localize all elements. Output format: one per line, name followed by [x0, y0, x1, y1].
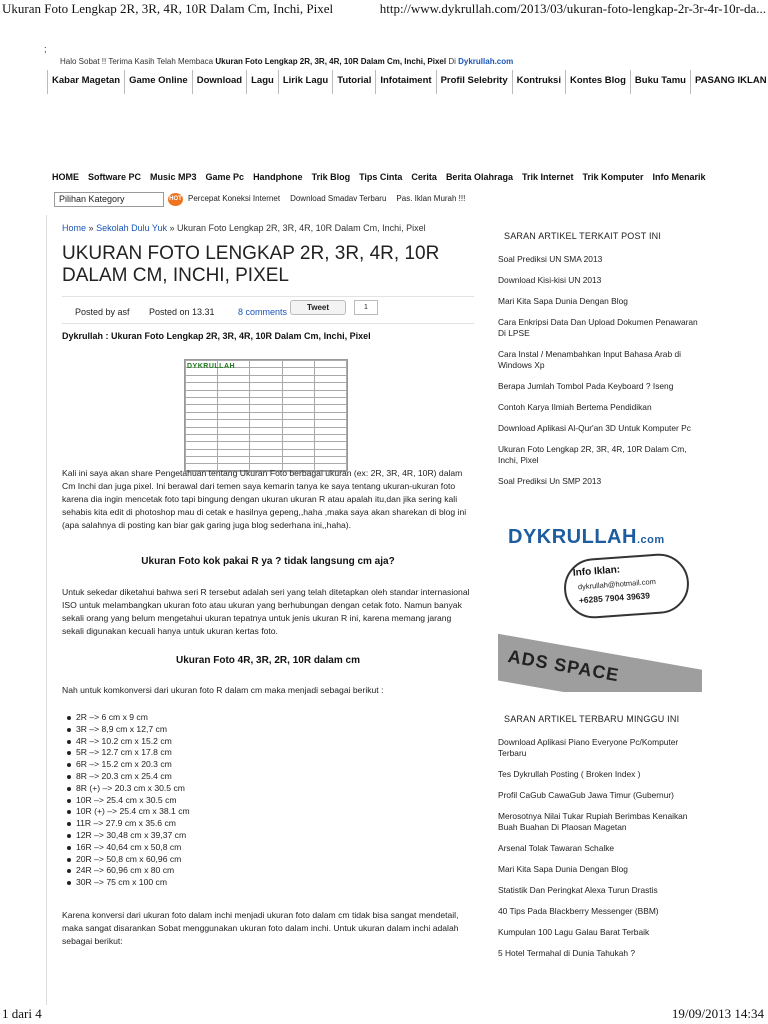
breadcrumb-section[interactable]: Sekolah Dulu Yuk — [96, 223, 167, 233]
main-nav-item[interactable]: Trik Blog — [311, 172, 351, 182]
size-table-cell — [250, 442, 282, 449]
size-list-item: 11R –> 27.9 cm x 35.6 cm — [66, 818, 190, 830]
ads-space-tape — [498, 632, 702, 692]
print-page-number: 1 dari 4 — [2, 1006, 42, 1021]
breadcrumb-home[interactable]: Home — [62, 223, 87, 233]
size-table-cell — [218, 442, 250, 449]
size-table-cell — [218, 427, 250, 434]
size-table-cell — [282, 390, 314, 397]
divider — [62, 323, 474, 324]
top-nav-item[interactable]: Kontes Blog — [566, 70, 631, 94]
photo-size-table-image — [184, 359, 348, 471]
size-table-cell — [314, 412, 346, 419]
size-table-cell — [314, 383, 346, 390]
post-title: UKURAN FOTO LENGKAP 2R, 3R, 4R, 10R DALAM CM, INCHI, PIXEL — [62, 243, 440, 286]
main-nav-item[interactable]: HOME — [52, 172, 79, 182]
paragraph-conversion: Nah untuk komkonversi dari ukuran foto R dalam cm maka menjadi sebagai berikut : — [62, 685, 384, 695]
size-table-cell — [218, 434, 250, 441]
print-header — [0, 0, 768, 20]
size-table-cell — [218, 383, 250, 390]
size-table-row — [186, 412, 347, 419]
size-table-cell — [282, 361, 314, 368]
size-table-cell — [282, 434, 314, 441]
breadcrumb-sep: » — [169, 223, 175, 233]
ticker-item[interactable]: Download Smadav Terbaru — [290, 194, 387, 203]
size-table-cell — [250, 412, 282, 419]
size-table-cell — [314, 427, 346, 434]
welcome-banner — [60, 57, 513, 66]
main-nav-item[interactable]: Cerita — [411, 172, 437, 182]
size-table-cell — [282, 368, 314, 375]
category-bar — [54, 192, 694, 208]
size-table-cell — [282, 375, 314, 382]
heading-why-r: Ukuran Foto kok pakai R ya ? tidak langsung cm aja? — [141, 556, 395, 567]
heading-sizes-cm: Ukuran Foto 4R, 3R, 2R, 10R dalam cm — [176, 655, 360, 666]
size-list-item: 24R –> 60,96 cm x 80 cm — [66, 865, 190, 877]
latest-article-link[interactable]: Statistik Dan Peringkat Alexa Turun Drastis — [498, 885, 658, 895]
main-nav-item[interactable]: Trik Komputer — [582, 172, 644, 182]
size-table-cell — [250, 375, 282, 382]
size-table-cell — [186, 449, 218, 456]
size-table-cell — [250, 397, 282, 404]
related-article-link[interactable]: Mari Kita Sapa Dunia Dengan Blog — [498, 296, 628, 306]
size-table-cell — [250, 427, 282, 434]
related-articles-list — [489, 254, 704, 487]
related-article-link[interactable]: Cara Instal / Menambahkan Input Bahasa Arab di Windows Xp — [498, 349, 681, 370]
content-left-rule — [46, 215, 47, 1005]
size-table-cell — [314, 457, 346, 464]
ads-info-label: Info Iklan: — [572, 564, 621, 579]
latest-article-link[interactable]: Profil CaGub CawaGub Jawa Timur (Gubernur) — [498, 790, 674, 800]
size-table-cell — [282, 397, 314, 404]
related-article-link[interactable]: Cara Enkripsi Data Dan Upload Dokumen Penawaran Di LPSE — [498, 317, 698, 338]
size-table-cell — [218, 412, 250, 419]
size-list-item: 3R –> 8,9 cm x 12,7 cm — [66, 724, 190, 736]
size-table-row — [186, 383, 347, 390]
tweet-count: 1 — [354, 300, 378, 315]
size-list-item: 12R –> 30,48 cm x 39,37 cm — [66, 830, 190, 842]
top-nav-item[interactable]: Download — [193, 70, 247, 94]
size-list-item: 4R –> 10.2 cm x 15.2 cm — [66, 736, 190, 748]
size-table-cell — [250, 405, 282, 412]
size-table-cell — [314, 397, 346, 404]
latest-article-link[interactable]: Tes Dykrullah Posting ( Broken Index ) — [498, 769, 641, 779]
ads-info-bubble — [562, 552, 691, 621]
main-nav-item[interactable]: Music MP3 — [150, 172, 197, 182]
size-list-item: 20R –> 50,8 cm x 60,96 cm — [66, 854, 190, 866]
tweet-button[interactable]: Tweet — [290, 300, 346, 315]
size-table-cell — [186, 427, 218, 434]
stray-semicolon: ; — [44, 44, 47, 54]
size-table-cell — [250, 420, 282, 427]
print-page-title: Ukuran Foto Lengkap 2R, 3R, 4R, 10R Dalam Cm, Inchi, Pixel — [2, 1, 334, 16]
ads-email: dykrullah@hotmail.com — [577, 576, 657, 592]
posted-on: Posted on 13.31 — [149, 307, 215, 317]
size-table-cell — [282, 427, 314, 434]
size-table-cell — [314, 375, 346, 382]
ads-phone: +6285 7904 39639 — [578, 590, 651, 606]
ads-space-label: ADS SPACE — [506, 646, 621, 686]
size-table-cell — [314, 405, 346, 412]
size-table-cell — [186, 434, 218, 441]
size-table-cell — [282, 383, 314, 390]
news-ticker — [188, 194, 465, 203]
size-table-cell — [218, 375, 250, 382]
category-select[interactable]: Pilihan Kategory — [54, 192, 164, 207]
size-table-cell — [218, 390, 250, 397]
size-table-cell — [314, 390, 346, 397]
welcome-article: Ukuran Foto Lengkap 2R, 3R, 4R, 10R Dalam Cm, Inchi, Pixel — [215, 57, 447, 66]
breadcrumb-sep: » — [88, 223, 94, 233]
print-page-url: http://www.dykrullah.com/2013/03/ukuran-foto-lengkap-2r-3r-4r-10r-da... — [379, 1, 766, 16]
latest-articles-list — [489, 737, 704, 959]
related-article-link[interactable]: Ukuran Foto Lengkap 2R, 3R, 4R, 10R Dalam Cm, Inchi, Pixel — [498, 444, 687, 465]
ticker-item[interactable]: Percepat Koneksi Internet — [188, 194, 281, 203]
size-table-row — [186, 405, 347, 412]
size-list-item: 30R –> 75 cm x 100 cm — [66, 877, 190, 889]
divider — [62, 296, 474, 297]
post-lead: Dykrullah : Ukuran Foto Lengkap 2R, 3R, 4R, 10R Dalam Cm, Inchi, Pixel — [62, 331, 371, 341]
related-articles-title: SARAN ARTIKEL TERKAIT POST INI — [504, 231, 662, 241]
related-article-link[interactable]: Soal Prediksi Un SMP 2013 — [498, 476, 602, 486]
size-table-cell — [186, 397, 218, 404]
size-list-item: 8R (+) –> 20.3 cm x 30.5 cm — [66, 783, 190, 795]
size-list-item: 8R –> 20.3 cm x 25.4 cm — [66, 771, 190, 783]
top-nav-item[interactable]: Profil Selebrity — [437, 70, 513, 94]
size-table-cell — [282, 412, 314, 419]
main-nav-item[interactable]: Software PC — [88, 172, 142, 182]
top-nav-item[interactable]: Kontruksi — [513, 70, 566, 94]
related-article-link[interactable]: Soal Prediksi UN SMA 2013 — [498, 254, 603, 264]
ticker-item[interactable]: Pas. Iklan Murah !!! — [396, 194, 466, 203]
main-navigation — [52, 172, 715, 182]
size-table-cell — [186, 390, 218, 397]
size-list-item: 10R (+) –> 25.4 cm x 38.1 cm — [66, 806, 190, 818]
latest-article-link[interactable]: Mari Kita Sapa Dunia Dengan Blog — [498, 864, 628, 874]
breadcrumb-current: Ukuran Foto Lengkap 2R, 3R, 4R, 10R Dalam Cm, Inchi, Pixel — [177, 223, 426, 233]
main-nav-item[interactable]: Game Pc — [205, 172, 245, 182]
top-nav-item[interactable]: Infotaiment — [376, 70, 436, 94]
size-table-cell — [314, 368, 346, 375]
hot-badge-icon: HOT — [168, 193, 183, 206]
latest-article-link[interactable]: 5 Hotel Termahal di Dunia Tahukah ? — [498, 948, 636, 958]
size-list-item: 16R –> 40,64 cm x 50,8 cm — [66, 842, 190, 854]
top-nav-item[interactable]: PASANG IKLAN — [691, 70, 768, 94]
size-table-cell — [282, 457, 314, 464]
related-article-link[interactable]: Berapa Jumlah Tombol Pada Keyboard ? Iseng — [498, 381, 674, 391]
main-nav-item[interactable]: Trik Internet — [521, 172, 574, 182]
size-table-cell — [186, 383, 218, 390]
size-table-cell — [218, 457, 250, 464]
ads-brand — [508, 526, 665, 549]
size-table-cell — [282, 405, 314, 412]
size-table-cell — [218, 420, 250, 427]
size-table-cell — [250, 368, 282, 375]
size-table-cell — [282, 442, 314, 449]
breadcrumb — [62, 223, 426, 233]
main-nav-item[interactable]: Handphone — [253, 172, 303, 182]
size-list — [66, 712, 190, 889]
posted-by: Posted by asf — [75, 307, 130, 317]
print-datetime: 19/09/2013 14:34 — [671, 1006, 764, 1021]
top-nav-item[interactable]: Kabar Magetan — [48, 70, 125, 94]
related-article-link[interactable]: Contoh Karya Ilmiah Bertema Pendidikan — [498, 402, 652, 412]
latest-article-link[interactable]: Arsenal Tolak Tawaran Schalke — [498, 843, 615, 853]
size-list-item: 5R –> 12.7 cm x 17.8 cm — [66, 747, 190, 759]
latest-article-link[interactable]: Kumpulan 100 Lagu Galau Barat Terbaik — [498, 927, 650, 937]
size-table-cell — [186, 420, 218, 427]
size-list-item: 10R –> 25.4 cm x 30.5 cm — [66, 795, 190, 807]
size-table-cell — [282, 420, 314, 427]
related-articles-widget — [489, 224, 704, 497]
paragraph-inch: Karena konversi dari ukuran foto dalam inchi menjadi ukuran foto dalam cm tidak bisa sangat mendetail, maka sangat disarankan Sobat menggunakan ukuran foto dalam inchi. Untuk ukuran dalam inchi adalah sebagai berikut: — [62, 910, 459, 946]
comments-link[interactable]: 8 comments — [238, 307, 288, 317]
size-table-cell — [314, 442, 346, 449]
size-table-cell — [250, 361, 282, 368]
size-table-cell — [250, 449, 282, 456]
main-nav-item[interactable]: Tips Cinta — [359, 172, 403, 182]
top-nav-item[interactable]: Lagu — [247, 70, 279, 94]
main-nav-item[interactable]: Berita Olahraga — [445, 172, 513, 182]
size-table-cell — [218, 449, 250, 456]
welcome-di: Di — [448, 57, 456, 66]
size-table-cell — [186, 375, 218, 382]
size-table-cell — [314, 449, 346, 456]
size-table-row — [186, 457, 347, 464]
size-table-row — [186, 442, 347, 449]
size-table-graphic — [185, 360, 347, 472]
size-table-row — [186, 397, 347, 404]
top-nav-item[interactable]: Lirik Lagu — [279, 70, 333, 94]
ads-brand-tld: .com — [636, 534, 665, 546]
size-table-cell — [250, 457, 282, 464]
welcome-prefix: Halo Sobat !! Terima Kasih Telah Membaca — [60, 57, 214, 66]
size-list-item: 6R –> 15.2 cm x 20.3 cm — [66, 759, 190, 771]
size-table-row — [186, 427, 347, 434]
size-table-cell — [186, 457, 218, 464]
welcome-site-link[interactable]: Dykrullah.com — [458, 57, 514, 66]
size-table-cell — [282, 449, 314, 456]
top-nav-item[interactable]: Tutorial — [333, 70, 376, 94]
top-navigation — [47, 70, 768, 94]
size-table-cell — [250, 434, 282, 441]
related-article-link[interactable]: Download Aplikasi Al-Qur'an 3D Untuk Komputer Pc — [498, 423, 691, 433]
latest-article-link[interactable]: Download Aplikasi Piano Everyone Pc/Komputer Terbaru — [498, 737, 679, 758]
top-nav-item[interactable]: Buku Tamu — [631, 70, 691, 94]
post-meta — [62, 300, 474, 322]
size-table-cell — [186, 442, 218, 449]
size-table-cell — [186, 412, 218, 419]
size-list-item: 2R –> 6 cm x 9 cm — [66, 712, 190, 724]
size-table-row — [186, 449, 347, 456]
size-table-row — [186, 390, 347, 397]
size-table-cell — [250, 390, 282, 397]
related-article-link[interactable]: Download Kisi-kisi UN 2013 — [498, 275, 602, 285]
size-table-cell — [314, 361, 346, 368]
size-table-cell — [218, 405, 250, 412]
size-table-row — [186, 420, 347, 427]
latest-articles-title: SARAN ARTIKEL TERBARU MINGGU INI — [504, 714, 680, 724]
size-table-cell — [250, 383, 282, 390]
main-nav-item[interactable]: Info Menarik — [652, 172, 706, 182]
ads-banner[interactable] — [498, 512, 702, 692]
latest-article-link[interactable]: Merosotnya Nilai Tukar Rupiah Berimbas Kenaikan Buah Buahan Di Plaosan Magetan — [498, 811, 688, 832]
print-footer — [0, 1005, 768, 1023]
size-table-cell — [314, 420, 346, 427]
top-nav-item[interactable]: Game Online — [125, 70, 193, 94]
latest-article-link[interactable]: 40 Tips Pada Blackberry Messenger (BBM) — [498, 906, 659, 916]
image-logo: DYKRULLAH — [187, 363, 236, 370]
size-table-row — [186, 375, 347, 382]
size-table-cell — [218, 397, 250, 404]
paragraph-intro: Kali ini saya akan share Pengetahuan tentang Ukuran Foto berbagai ukuran (ex: 2R, 3R, 4R, 10R) dalam Cm Inchi dan juga pixel. Ini berawal dari temen saya kemarin tanya ke saya tentang ukuran-ukuran foto karena dia ingin mencetak foto tapi bingung dengan ukuran ukuran R atau apalah itu,dan jika sering kali sehabis kita edit di photoshop mau di cetak e hasilnya gepeng,,haha ,maka saya akan sharekan di blog ini (apa salahnya di posting kan biar gak garing juga blog sederhana ini,,haha). — [62, 468, 467, 530]
size-table-cell — [186, 405, 218, 412]
ads-brand-name: DYKRULLAH — [508, 526, 637, 548]
paragraph-iso: Untuk sekedar diketahui bahwa seri R tersebut adalah seri yang telah ditetapkan oleh standar internasional ISO untuk melambangkan ukuran foto atau ukuran yang berhubungan dengan cetak foto. Namun banyak sekali orang yang belum mengetahui ukuran tepatnya untuk jenis ukuran R ini, karena memang jarang sekali digunakan kecuali hanya untuk ukuran kertas foto. — [62, 587, 470, 636]
size-table-row — [186, 434, 347, 441]
latest-articles-widget — [489, 707, 704, 969]
size-table-cell — [314, 434, 346, 441]
